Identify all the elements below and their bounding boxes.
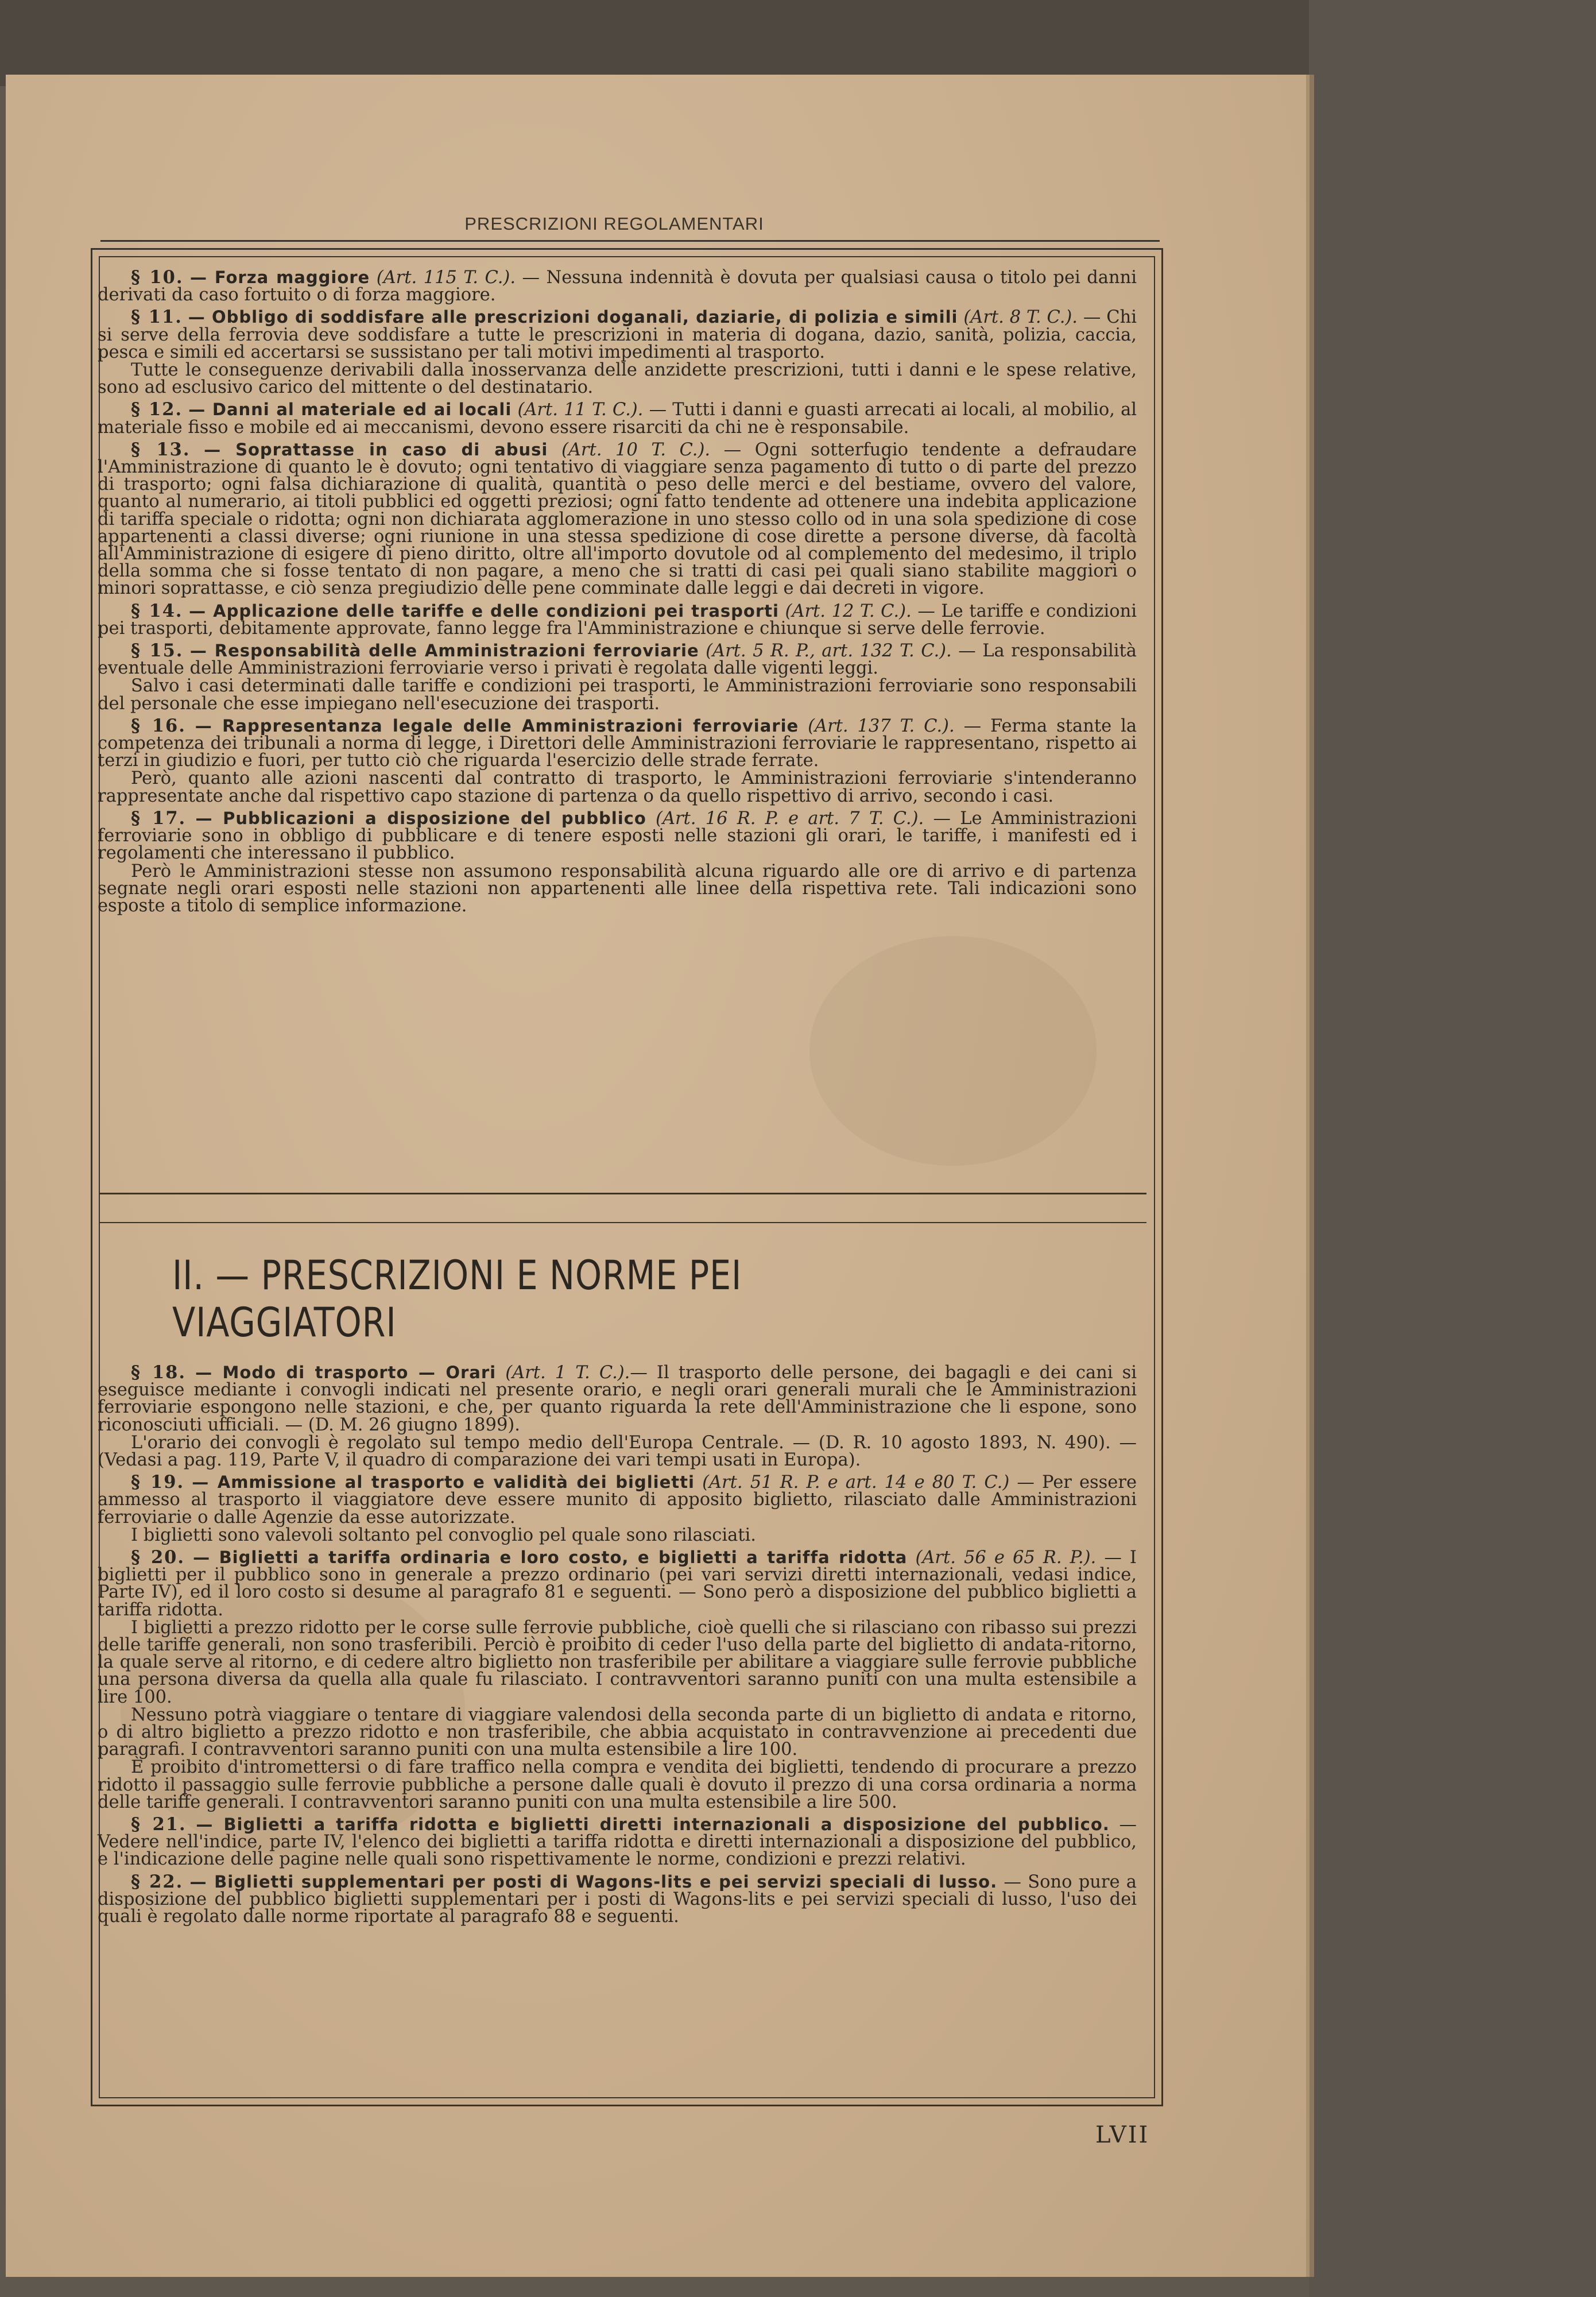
article-title: — Applicazione delle tariffe e delle condizioni pei trasporti xyxy=(189,601,779,621)
article-10 xyxy=(98,269,1137,304)
backdrop-right xyxy=(1309,0,1596,2297)
article-ref: (Art. 12 T. C.). xyxy=(785,601,912,621)
article-title: — Pubblicazioni a disposizione del pubblico xyxy=(195,808,646,828)
article-16 xyxy=(98,717,1137,770)
article-15-para-2: Salvo i casi determinati dalle tariffe e condizioni pei trasporti, le Amministrazioni ferroviarie sono responsabili del personale che esse impiegano nell'esecuzione dei trasporti. xyxy=(98,676,1137,714)
article-13 xyxy=(98,441,1137,598)
article-text: — Sono pure a disposizione del pubblico biglietti supplementari per i posti di Wagons-lits e pei servizi speciali di lusso, l'uso dei quali è regolato dalle norme riportate al paragrafo 88 e seguenti. xyxy=(98,1871,1137,1927)
article-22 xyxy=(98,1873,1137,1926)
article-text: — Vedere nell'indice, parte IV, l'elenco dei biglietti a tariffa ridotta e diretti internazionali a disposizione del pubblico, e l'indicazione delle pagine nelle quali sono rispettivamente le norme, condizioni e prezzi relativi. xyxy=(98,1815,1137,1870)
article-19-para-2: I biglietti sono valevoli soltanto pel convoglio pel quale sono rilasciati. xyxy=(131,1525,757,1545)
article-ref: (Art. 10 T. C.). xyxy=(561,439,711,460)
article-12 xyxy=(98,401,1137,436)
articles-bottom xyxy=(98,1364,1137,1925)
article-ref: (Art. 8 T. C.). xyxy=(963,307,1078,328)
article-number: § 19. xyxy=(131,1472,185,1493)
article-19 xyxy=(98,1474,1137,1526)
article-text: — Chi si serve della ferrovia deve soddisfare a tutte le prescrizioni in materia di dogana, dazio, sanità, polizia, caccia, pesca e simili ed accertarsi se sussistano per tali motivi impedimenti al trasporto. xyxy=(98,307,1137,362)
section-title: II. — PRESCRIZIONI E NORME PEI VIAGGIATORI xyxy=(172,1252,742,1346)
article-ref: (Art. 5 R. P., art. 132 T. C.). xyxy=(706,641,952,662)
page-number: LVII xyxy=(1095,2122,1150,2148)
section-divider-bottom xyxy=(99,1222,1146,1223)
article-number: § 17. xyxy=(131,807,187,829)
article-number: § 14. xyxy=(131,600,183,621)
article-text: — Ferma stante la competenza dei tribunali a norma di legge, i Direttori delle Amministrazioni ferroviarie le rappresentano, rispetto ai terzi in giudizio e fuori, per tutto ciò che riguarda l'esercizio delle strade ferrate. xyxy=(98,716,1137,771)
article-number: § 20. xyxy=(131,1547,185,1568)
article-18-para-2: L'orario dei convogli è regolato sul tempo medio dell'Europa Centrale. — (D. R. 10 agosto 1893, N. 490). — (Vedasi a pag. 119, Parte V, il quadro di comparazione dei vari tempi usati in Europa). xyxy=(98,1432,1137,1471)
article-ref: (Art. 1 T. C.). xyxy=(505,1363,630,1383)
article-title: — Soprattasse in caso di abusi xyxy=(204,439,548,459)
article-11 xyxy=(98,308,1137,361)
article-20-para-4: È proibito d'intromettersi o di fare traffico nella compra e vendita dei biglietti, tendendo di procurare a prezzo ridotto il passaggio sulle ferrovie pubbliche a persone dalle quali è dovuto il prezzo di una corsa ordinaria a norma delle tariffe generali. I contravventori saranno puniti con una multa estensibile a lire 500. xyxy=(98,1757,1137,1812)
article-text: — I biglietti per il pubblico sono in generale a prezzo ordinario (pei vari servizi diretti internazionali, vedasi indice, Parte IV), ed il loro costo si desume al paragrafo 81 e seguenti. — Sono però a disposizione del pubblico biglietti a tariffa ridotta. xyxy=(98,1548,1137,1620)
running-head-rule xyxy=(100,240,1160,242)
article-number: § 22. xyxy=(131,1871,184,1892)
article-text: — La responsabilità eventuale delle Amministrazioni ferroviarie verso i privati è regolata dalle vigenti leggi. xyxy=(98,641,1137,679)
article-ref: (Art. 16 R. P. e art. 7 T. C.). xyxy=(656,808,924,829)
article-17-para-2: Però le Amministrazioni stesse non assumono responsabilità alcuna riguardo alle ore di arrivo e di partenza segnate negli orari esposti nelle stazioni non appartenenti alle linee della rispettiva rete. Tali indicazioni sono esposte a titolo di semplice informazione. xyxy=(98,861,1137,916)
article-20-para-3: Nessuno potrà viaggiare o tentare di viaggiare valendosi della seconda parte di un biglietto di andata e ritorno, o di altro biglietto a prezzo ridotto e non trasferibile, che abbia acquistato in contravvenzione ai precedenti due paragrafi. I contravventori saranno puniti con una multa estensibile a lire 100. xyxy=(98,1704,1137,1760)
article-text: — Ogni sotterfugio tendente a defraudare l'Amministrazione di quanto le è dovuto; ogni tentativo di viaggiare senza pagamento di tutto o di parte del prezzo di trasporto; ogni falsa dichiarazione di qualità, quantità o peso delle merci e del bestiame, ovvero del valore, quanto al numerario, ai titoli pubblici ed oggetti preziosi; ogni fatto tendente ad ottenere una indebita applicazione di tariffa speciale o ridotta; ogni non dichiarata agglomerazione in uno stesso collo od in una sola spedizione di cose appartenenti a classi diverse; ogni riunione in una stessa spedizione di cose dirette a persone diverse, dà facoltà all'Amministrazione di esigere di pieno diritto, oltre all'importo dovutole od al complemento del medesimo, il triplo della somma che si fosse tentato di non pagare, a meno che si tratti di casi pei quali siano stabilite maggiori o minori soprattasse, e ciò senza pregiudizio delle pene comminate dalle leggi e dai decreti in vigore. xyxy=(98,439,1137,599)
article-number: § 10. xyxy=(131,267,184,288)
article-number: § 16. xyxy=(131,715,186,736)
article-14 xyxy=(98,602,1137,637)
article-11-para-2: Tutte le conseguenze derivabili dalla inosservanza delle anzidette prescrizioni, tutti i danni e le spese relative, sono ad esclusivo carico del mittente o del destinatario. xyxy=(98,360,1137,398)
article-20 xyxy=(98,1549,1137,1619)
article-title: — Ammissione al trasporto e validità dei biglietti xyxy=(192,1472,695,1492)
article-ref: (Art. 115 T. C.). xyxy=(376,268,516,288)
article-15 xyxy=(98,642,1137,677)
article-17 xyxy=(98,807,1137,864)
article-title: — Biglietti supplementari per posti di Wagons-lits e pei servizi speciali di lusso. xyxy=(189,1871,998,1892)
article-number: § 12. xyxy=(131,399,183,420)
article-ref: (Art. 11 T. C.). xyxy=(517,400,644,420)
article-ref: (Art. 56 e 65 R. P.). xyxy=(915,1548,1097,1568)
article-number: § 15. xyxy=(131,640,184,662)
article-title: — Danni al materiale ed ai locali xyxy=(188,400,512,420)
article-text: — Tutti i danni e guasti arrecati ai locali, al mobilio, al materiale fisso e mobile ed ai meccanismi, devono essere risarciti da chi ne è responsabile. xyxy=(98,400,1137,438)
article-title: — Forza maggiore xyxy=(189,268,370,287)
article-title: — Rappresentanza legale delle Amministrazioni ferroviarie xyxy=(195,716,799,736)
article-text: — Per essere ammesso al trasporto il viaggiatore deve essere munito di apposito biglietto, rilasciato dalle Amministrazioni ferroviarie o dalle Agenzie da esse autorizzate. xyxy=(98,1472,1137,1528)
article-title: — Biglietti a tariffa ridotta e biglietti diretti internazionali a disposizione del pubblico. xyxy=(196,1815,1110,1835)
article-number: § 21. xyxy=(131,1814,187,1835)
running-head: PRESCRIZIONI REGOLAMENTARI xyxy=(464,214,764,234)
article-title: — Obbligo di soddisfare alle prescrizioni doganali, daziarie, di polizia e simili xyxy=(188,307,958,327)
article-20-para-2: I biglietti a prezzo ridotto per le corse sulle ferrovie pubbliche, cioè quelli che si rilasciano con ribasso sui prezzi delle tariffe generali, non sono trasferibili. Perciò è proibito di ceder l'uso della parte del biglietto di andata-ritorno, la quale serve al ritorno, e di cedere altro biglietto non trasferibile per abilitare a viaggiare sulle ferrovie pubbliche una persona diversa da quella alla quale fu rilasciato. I contravventori saranno puniti con una multa estensibile a lire 100. xyxy=(98,1617,1137,1707)
article-title: — Responsabilità delle Amministrazioni ferroviarie xyxy=(189,641,699,661)
article-title: — Biglietti a tariffa ordinaria e loro costo, e biglietti a tariffa ridotta xyxy=(193,1548,908,1568)
article-16-para-2: Però, quanto alle azioni nascenti dal contratto di trasporto, le Amministrazioni ferroviarie s'intenderanno rappresentate anche dal rispettivo capo stazione di partenza o da quello rispettivo di arrivo, secondo i casi. xyxy=(98,768,1137,806)
article-text: — Le tariffe e condizioni pei trasporti, debitamente approvate, fanno legge fra l'Amministrazione e chiunque si serve delle ferrovie. xyxy=(98,601,1137,639)
article-number: § 18. xyxy=(131,1362,187,1383)
article-number: § 11. xyxy=(131,307,183,328)
article-title: — Modo di trasporto — Orari xyxy=(195,1363,497,1382)
articles-top xyxy=(98,269,1137,915)
article-21 xyxy=(98,1816,1137,1869)
section-divider-top xyxy=(99,1193,1146,1194)
article-text: — Il trasporto delle persone, dei bagagli e dei cani si eseguisce mediante i convogli indicati nel presente orario, e negli orari generali murali che le Amministrazioni ferroviarie espongono nelle stazioni, e che, per quanto riguarda la rete dell'Amministrazione che li espone, sono riconosciuti ufficiali. — (D. M. 26 giugno 1899). xyxy=(98,1363,1137,1435)
article-text: — Le Amministrazioni ferroviarie sono in obbligo di pubblicare e di tenere esposti nelle stazioni gli orari, le tariffe, i manifesti ed i regolamenti che interessano il pubblico. xyxy=(98,808,1137,864)
article-number: § 13. xyxy=(131,439,191,460)
article-text: — Nessuna indennità è dovuta per qualsiasi causa o titolo pei danni derivati da caso fortuito o di forza maggiore. xyxy=(98,268,1137,306)
article-ref: (Art. 137 T. C.). xyxy=(808,716,955,736)
article-18 xyxy=(98,1364,1137,1434)
article-ref: (Art. 51 R. P. e art. 14 e 80 T. C.) xyxy=(702,1472,1010,1493)
